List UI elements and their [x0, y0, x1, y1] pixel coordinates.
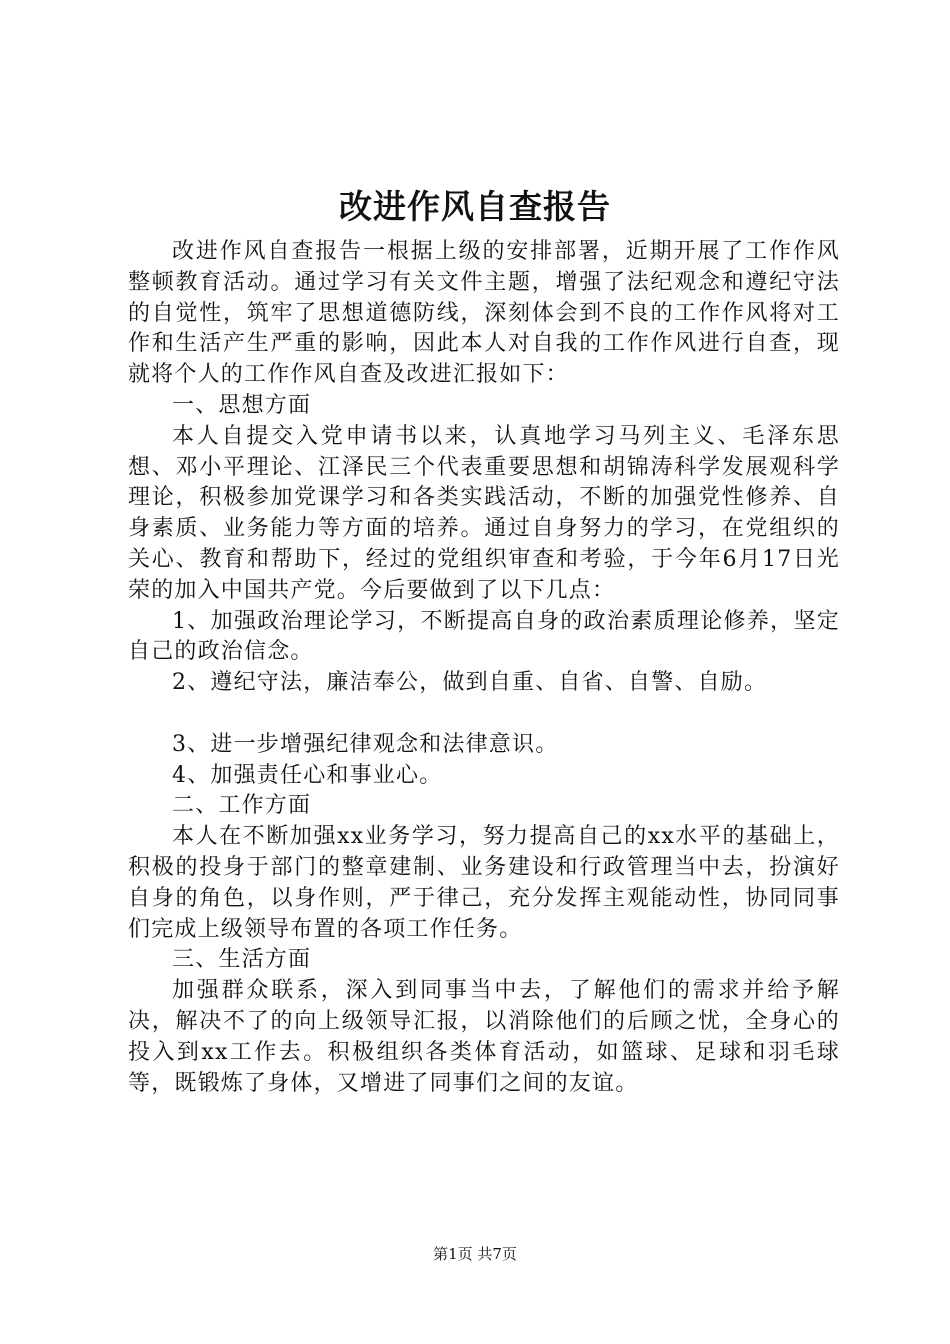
list-item-2: 2、遵纪守法，廉洁奉公，做到自重、自省、自警、自励。 — [172, 670, 768, 696]
work-paragraph: 本人在不断加强xx业务学习，努力提高自己的xx水平的基础上，积极的投身于部门的整章建制、业务建设和行政管理当中去，扮演好自身的角色，以身作则，严于律己，充分发挥主观能动性，协同同事们完成上级领导布置的各项工作任务。 — [128, 824, 840, 942]
page-footer: 第1页 共7页 — [433, 1245, 517, 1263]
list-item-4: 4、加强责任心和事业心。 — [172, 762, 443, 788]
section-heading-work: 二、工作方面 — [172, 793, 312, 819]
document-body — [128, 237, 840, 1099]
life-paragraph: 加强群众联系，深入到同事当中去，了解他们的需求并给予解决，解决不了的向上级领导汇报，以消除他们的后顾之忧，全身心的投入到xx工作去。积极组织各类体育活动，如篮球、足球和羽毛球等，既锻炼了身体，又增进了同事们之间的友谊。 — [128, 978, 840, 1096]
page-title: 改进作风自查报告 — [339, 187, 611, 226]
list-item-1: 1、加强政治理论学习，不断提高自身的政治素质理论修养，坚定自己的政治信念。 — [128, 608, 840, 665]
section-heading-life: 三、生活方面 — [172, 947, 312, 973]
thought-paragraph: 本人自提交入党申请书以来，认真地学习马列主义、毛泽东思想、邓小平理论、江泽民三个代表重要思想和胡锦涛科学发展观科学理论，积极参加党课学习和各类实践活动，不断的加强党性修养、自身素质、业务能力等方面的培养。通过自身努力的学习，在党组织的关心、教育和帮助下，经过的党组织审查和考验，于今年6月17日光荣的加入中国共产党。今后要做到了以下几点： — [128, 423, 840, 603]
section-heading-thought: 一、思想方面 — [172, 392, 312, 418]
list-item-3: 3、进一步增强纪律观念和法律意识。 — [172, 731, 559, 757]
intro-paragraph: 改进作风自查报告一根据上级的安排部署，近期开展了工作作风整顿教育活动。通过学习有关文件主题，增强了法纪观念和遵纪守法的自觉性，筑牢了思想道德防线，深刻体会到不良的工作作风将对工作和生活产生严重的影响，因此本人对自我的工作作风进行自查，现就将个人的工作作风自查及改进汇报如下： — [128, 239, 840, 388]
